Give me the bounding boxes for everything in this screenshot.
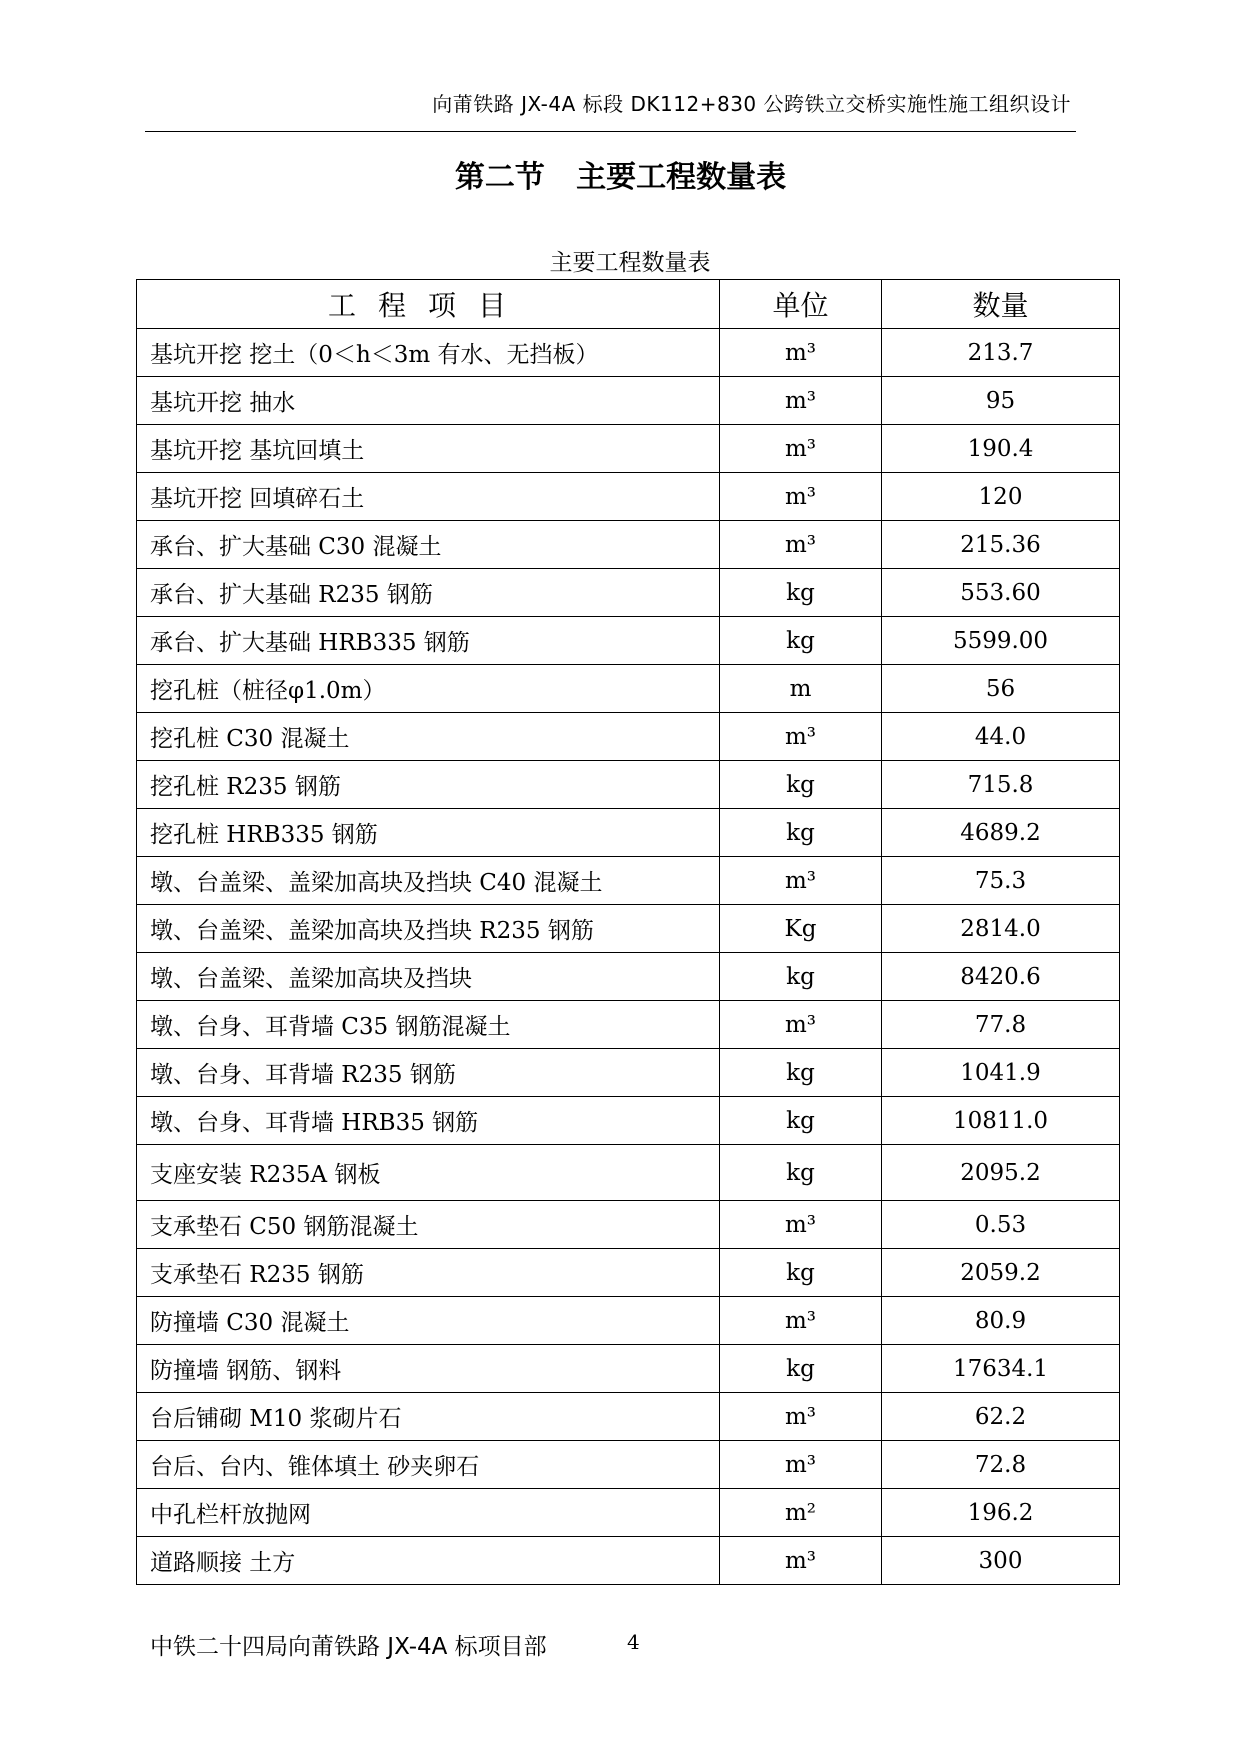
- cell-quantity: 196.2: [882, 1489, 1120, 1537]
- table-row: [137, 569, 1120, 617]
- cell-unit: kg: [720, 569, 882, 617]
- table-row: [137, 617, 1120, 665]
- table-caption: 主要工程数量表: [549, 250, 711, 276]
- cell-quantity: 56: [882, 665, 1120, 713]
- cell-unit: kg: [720, 1049, 882, 1097]
- table-row: [137, 905, 1120, 953]
- cell-unit: m: [720, 665, 882, 713]
- table-row: [137, 953, 1120, 1001]
- cell-quantity: 215.36: [882, 521, 1120, 569]
- cell-item: 墩、台身、耳背墙 C35 钢筋混凝土: [137, 1001, 720, 1049]
- cell-quantity: 10811.0: [882, 1097, 1120, 1145]
- table-row: [137, 1489, 1120, 1537]
- table-header-row: [137, 280, 1120, 329]
- cell-item: 基坑开挖 挖土（0＜h＜3m 有水、无挡板）: [137, 329, 720, 377]
- cell-unit: m³: [720, 1441, 882, 1489]
- cell-item: 墩、台盖梁、盖梁加高块及挡块 R235 钢筋: [137, 905, 720, 953]
- table-row: [137, 1001, 1120, 1049]
- cell-item: 挖孔桩 HRB335 钢筋: [137, 809, 720, 857]
- cell-unit: m³: [720, 473, 882, 521]
- table-row: [137, 1145, 1120, 1201]
- cell-quantity: 5599.00: [882, 617, 1120, 665]
- cell-unit: m³: [720, 425, 882, 473]
- cell-quantity: 120: [882, 473, 1120, 521]
- table-row: [137, 713, 1120, 761]
- cell-item: 基坑开挖 基坑回填土: [137, 425, 720, 473]
- section-title: 第二节 主要工程数量表: [454, 160, 787, 195]
- cell-item: 挖孔桩 R235 钢筋: [137, 761, 720, 809]
- cell-item: 墩、台盖梁、盖梁加高块及挡块 C40 混凝土: [137, 857, 720, 905]
- cell-unit: m³: [720, 521, 882, 569]
- cell-quantity: 1041.9: [882, 1049, 1120, 1097]
- cell-unit: kg: [720, 1145, 882, 1201]
- cell-item: 承台、扩大基础 R235 钢筋: [137, 569, 720, 617]
- column-header-unit: 单位: [720, 280, 882, 329]
- cell-unit: m³: [720, 857, 882, 905]
- table-row: [137, 1393, 1120, 1441]
- quantity-table: [136, 279, 1120, 1585]
- table-row: [137, 473, 1120, 521]
- cell-quantity: 0.53: [882, 1201, 1120, 1249]
- cell-quantity: 300: [882, 1537, 1120, 1585]
- cell-unit: kg: [720, 1097, 882, 1145]
- table-row: [137, 809, 1120, 857]
- column-header-item: 工程项目: [137, 280, 720, 329]
- table-row: [137, 1345, 1120, 1393]
- cell-unit: m³: [720, 1297, 882, 1345]
- cell-quantity: 2814.0: [882, 905, 1120, 953]
- table-row: [137, 521, 1120, 569]
- cell-unit: m³: [720, 1537, 882, 1585]
- cell-item: 防撞墙 C30 混凝土: [137, 1297, 720, 1345]
- cell-item: 支承垫石 R235 钢筋: [137, 1249, 720, 1297]
- cell-item: 防撞墙 钢筋、钢料: [137, 1345, 720, 1393]
- table-row: [137, 857, 1120, 905]
- cell-item: 中孔栏杆放抛网: [137, 1489, 720, 1537]
- cell-quantity: 2059.2: [882, 1249, 1120, 1297]
- table-row: [137, 1201, 1120, 1249]
- running-header: 向莆铁路 JX-4A 标段 DK112+830 公跨铁立交桥实施性施工组织设计: [432, 92, 1071, 116]
- cell-quantity: 4689.2: [882, 809, 1120, 857]
- cell-item: 墩、台盖梁、盖梁加高块及挡块: [137, 953, 720, 1001]
- cell-item: 挖孔桩 C30 混凝土: [137, 713, 720, 761]
- cell-item: 道路顺接 土方: [137, 1537, 720, 1585]
- cell-unit: kg: [720, 1249, 882, 1297]
- cell-quantity: 17634.1: [882, 1345, 1120, 1393]
- cell-quantity: 8420.6: [882, 953, 1120, 1001]
- table-row: [137, 1537, 1120, 1585]
- cell-unit: m³: [720, 329, 882, 377]
- cell-quantity: 80.9: [882, 1297, 1120, 1345]
- table-row: [137, 1297, 1120, 1345]
- cell-item: 墩、台身、耳背墙 R235 钢筋: [137, 1049, 720, 1097]
- column-header-quantity: 数量: [882, 280, 1120, 329]
- table-row: [137, 665, 1120, 713]
- header-rule: [145, 131, 1076, 132]
- cell-unit: kg: [720, 617, 882, 665]
- cell-unit: m²: [720, 1489, 882, 1537]
- table-row: [137, 1249, 1120, 1297]
- cell-unit: m³: [720, 1001, 882, 1049]
- cell-unit: m³: [720, 377, 882, 425]
- cell-unit: kg: [720, 1345, 882, 1393]
- table-row: [137, 1049, 1120, 1097]
- cell-item: 墩、台身、耳背墙 HRB35 钢筋: [137, 1097, 720, 1145]
- cell-unit: kg: [720, 761, 882, 809]
- table-row: [137, 1097, 1120, 1145]
- cell-quantity: 213.7: [882, 329, 1120, 377]
- cell-quantity: 77.8: [882, 1001, 1120, 1049]
- cell-quantity: 95: [882, 377, 1120, 425]
- cell-item: 支座安装 R235A 钢板: [137, 1145, 720, 1201]
- cell-unit: kg: [720, 809, 882, 857]
- cell-quantity: 553.60: [882, 569, 1120, 617]
- cell-unit: m³: [720, 1393, 882, 1441]
- cell-item: 台后、台内、锥体填土 砂夹卵石: [137, 1441, 720, 1489]
- cell-item: 挖孔桩（桩径φ1.0m）: [137, 665, 720, 713]
- cell-unit: m³: [720, 713, 882, 761]
- cell-unit: Kg: [720, 905, 882, 953]
- table-body: [137, 329, 1120, 1585]
- table-row: [137, 377, 1120, 425]
- table-row: [137, 425, 1120, 473]
- cell-quantity: 62.2: [882, 1393, 1120, 1441]
- cell-quantity: 190.4: [882, 425, 1120, 473]
- cell-unit: kg: [720, 953, 882, 1001]
- table-row: [137, 761, 1120, 809]
- cell-item: 基坑开挖 回填碎石土: [137, 473, 720, 521]
- cell-quantity: 75.3: [882, 857, 1120, 905]
- footer-organization: 中铁二十四局向莆铁路 JX-4A 标项目部: [150, 1634, 547, 1660]
- cell-quantity: 72.8: [882, 1441, 1120, 1489]
- cell-item: 台后铺砌 M10 浆砌片石: [137, 1393, 720, 1441]
- table-row: [137, 329, 1120, 377]
- cell-quantity: 715.8: [882, 761, 1120, 809]
- table-row: [137, 1441, 1120, 1489]
- cell-quantity: 44.0: [882, 713, 1120, 761]
- cell-quantity: 2095.2: [882, 1145, 1120, 1201]
- cell-item: 承台、扩大基础 HRB335 钢筋: [137, 617, 720, 665]
- cell-item: 支承垫石 C50 钢筋混凝土: [137, 1201, 720, 1249]
- cell-unit: m³: [720, 1201, 882, 1249]
- cell-item: 承台、扩大基础 C30 混凝土: [137, 521, 720, 569]
- cell-item: 基坑开挖 抽水: [137, 377, 720, 425]
- page-number: 4: [627, 1630, 640, 1654]
